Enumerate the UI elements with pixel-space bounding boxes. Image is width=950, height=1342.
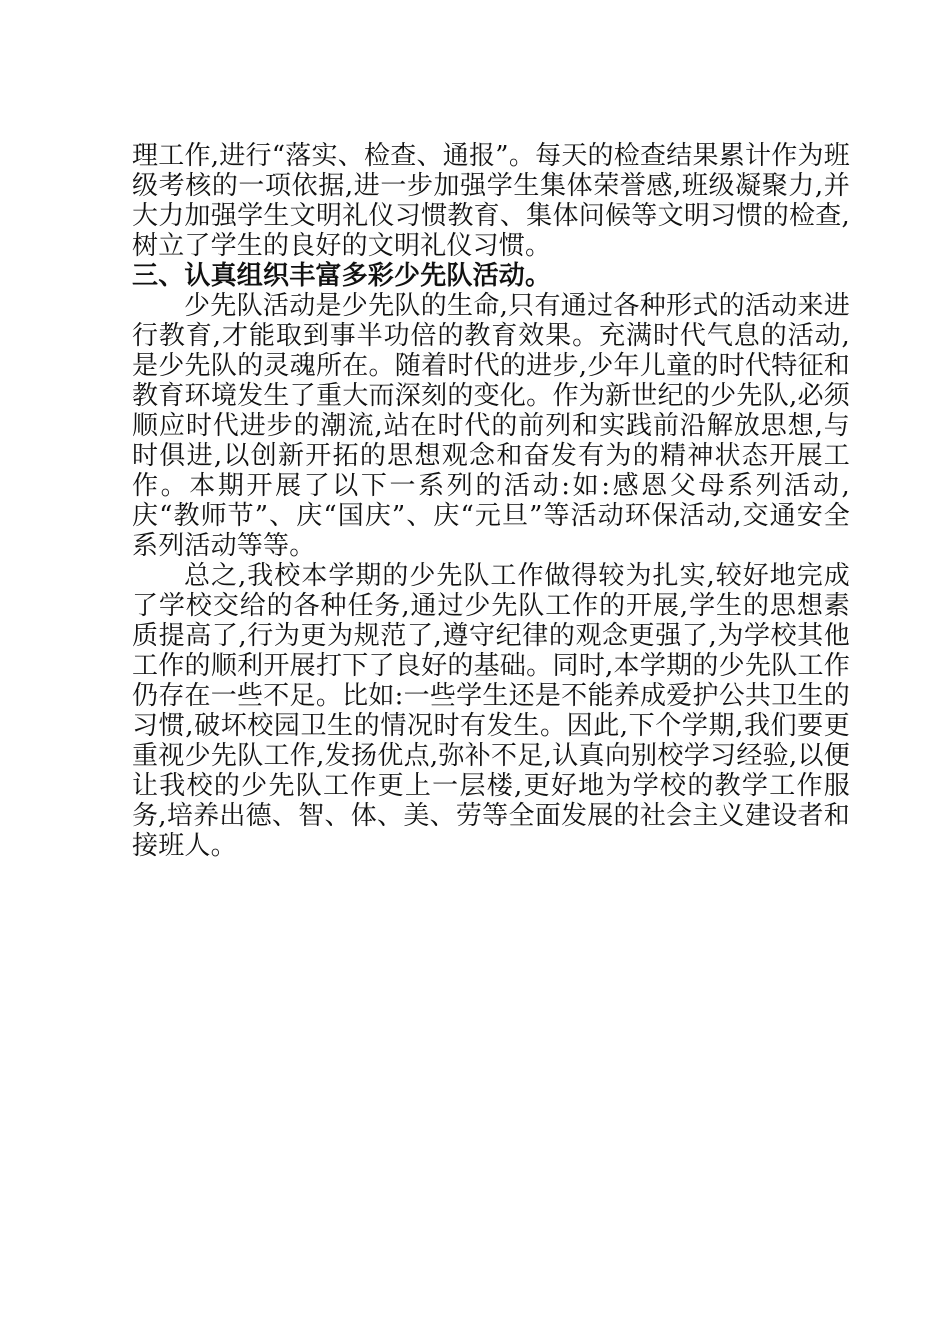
- section-heading: 三、认真组织丰富多彩少先队活动。: [132, 261, 552, 291]
- paragraph-activities: 少先队活动是少先队的生命,只有通过各种形式的活动来进行教育,才能取到事半功倍的教育效果。充满时代气息的活动,是少先队的灵魂所在。随着时代的进步,少年儿童的时代特征和教育环境发生了重大而深刻的变化。作为新世纪的少先队,必须顺应时代进步的潮流,站在时代的前列和实践前沿解放思想,与时俱进,以创新开拓的思想观念和奋发有为的精神状态开展工作。本期开展了以下一系列的活动:如:感恩父母系列活动,庆“教师节”、庆“国庆”、庆“元旦”等活动环保活动,交通安全系列活动等等。: [132, 291, 850, 561]
- paragraph-continued: 理工作,进行“落实、检查、通报”。每天的检查结果累计作为班级考核的一项依据,进一步加强学生集体荣誉感,班级凝聚力,并大力加强学生文明礼仪习惯教育、集体问候等文明习惯的检查,树立了学生的良好的文明礼仪习惯。: [132, 141, 850, 261]
- document-body: [132, 141, 850, 861]
- paragraph-summary: 总之,我校本学期的少先队工作做得较为扎实,较好地完成了学校交给的各种任务,通过少先队工作的开展,学生的思想素质提高了,行为更为规范了,遵守纪律的观念更强了,为学校其他工作的顺利开展打下了良好的基础。同时,本学期的少先队工作仍存在一些不足。比如:一些学生还是不能养成爱护公共卫生的习惯,破坏校园卫生的情况时有发生。因此,下个学期,我们要更重视少先队工作,发扬优点,弥补不足,认真向别校学习经验,以便让我校的少先队工作更上一层楼,更好地为学校的教学工作服务,培养出德、智、体、美、劳等全面发展的社会主义建设者和接班人。: [132, 561, 850, 861]
